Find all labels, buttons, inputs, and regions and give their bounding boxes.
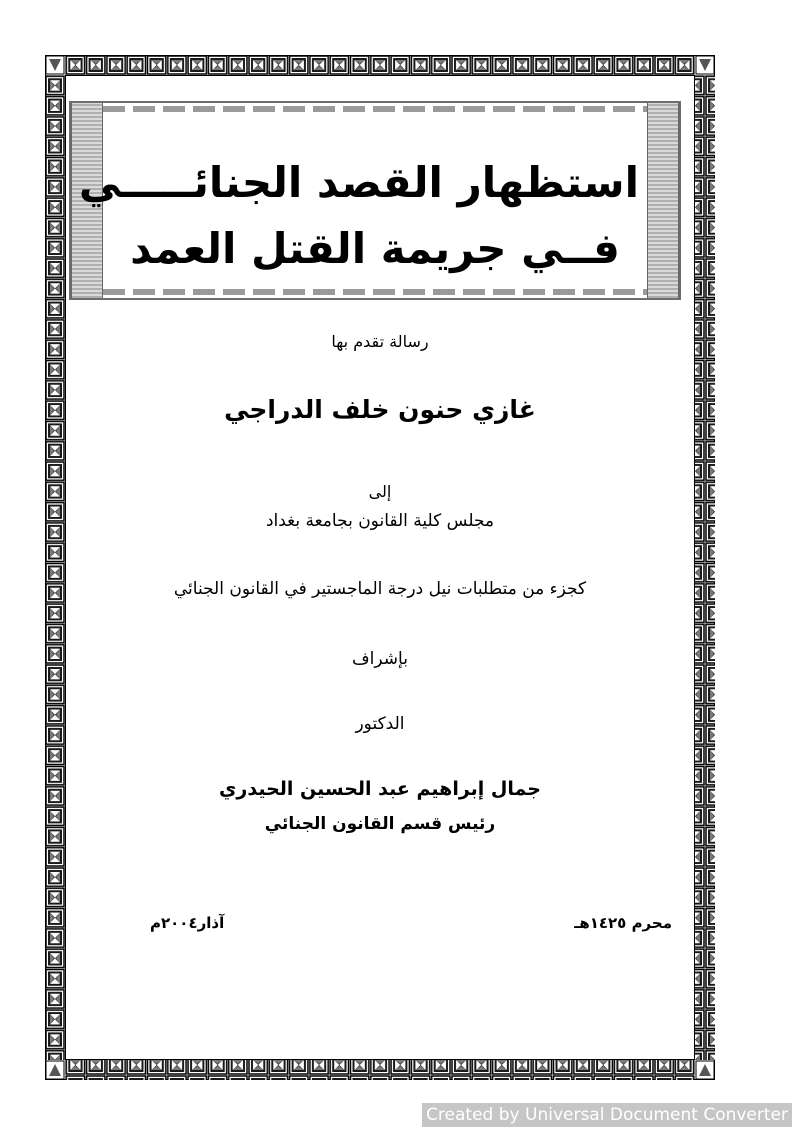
supervisor-position: رئيس قسم القانون الجنائي bbox=[264, 814, 496, 834]
title-panel bbox=[69, 101, 681, 300]
date-gregorian: آذار٢٠٠٤م bbox=[150, 914, 225, 932]
submitted-to-label: إلى bbox=[368, 482, 392, 501]
title-panel-right-ornament bbox=[647, 103, 679, 298]
doctor-label: الدكتور bbox=[355, 714, 405, 734]
degree-requirement: كجزء من متطلبات نيل درجة الماجستير في القانون الجنائي bbox=[173, 579, 587, 599]
author-name: غازي حنون خلف الدراجي bbox=[224, 395, 536, 424]
submission-subtitle: رسالة تقدم بها bbox=[331, 332, 429, 351]
title-panel-bottom-dashes bbox=[103, 289, 647, 295]
supervisor-name: جمال إبراهيم عبد الحسين الحيدري bbox=[219, 778, 541, 800]
supervised-label: بإشراف bbox=[352, 649, 408, 669]
thesis-title-line-1: استظهار القصد الجنائـــــي bbox=[78, 158, 639, 207]
converter-watermark: Created by Universal Document Converter bbox=[422, 1103, 792, 1127]
date-hijri: محرم ١٤٢٥هـ bbox=[574, 914, 672, 932]
title-panel-top-dashes bbox=[103, 106, 647, 112]
thesis-title-line-2: فــي جريمة القتل العمد bbox=[130, 224, 620, 273]
council-name: مجلس كلية القانون بجامعة بغداد bbox=[265, 511, 495, 531]
